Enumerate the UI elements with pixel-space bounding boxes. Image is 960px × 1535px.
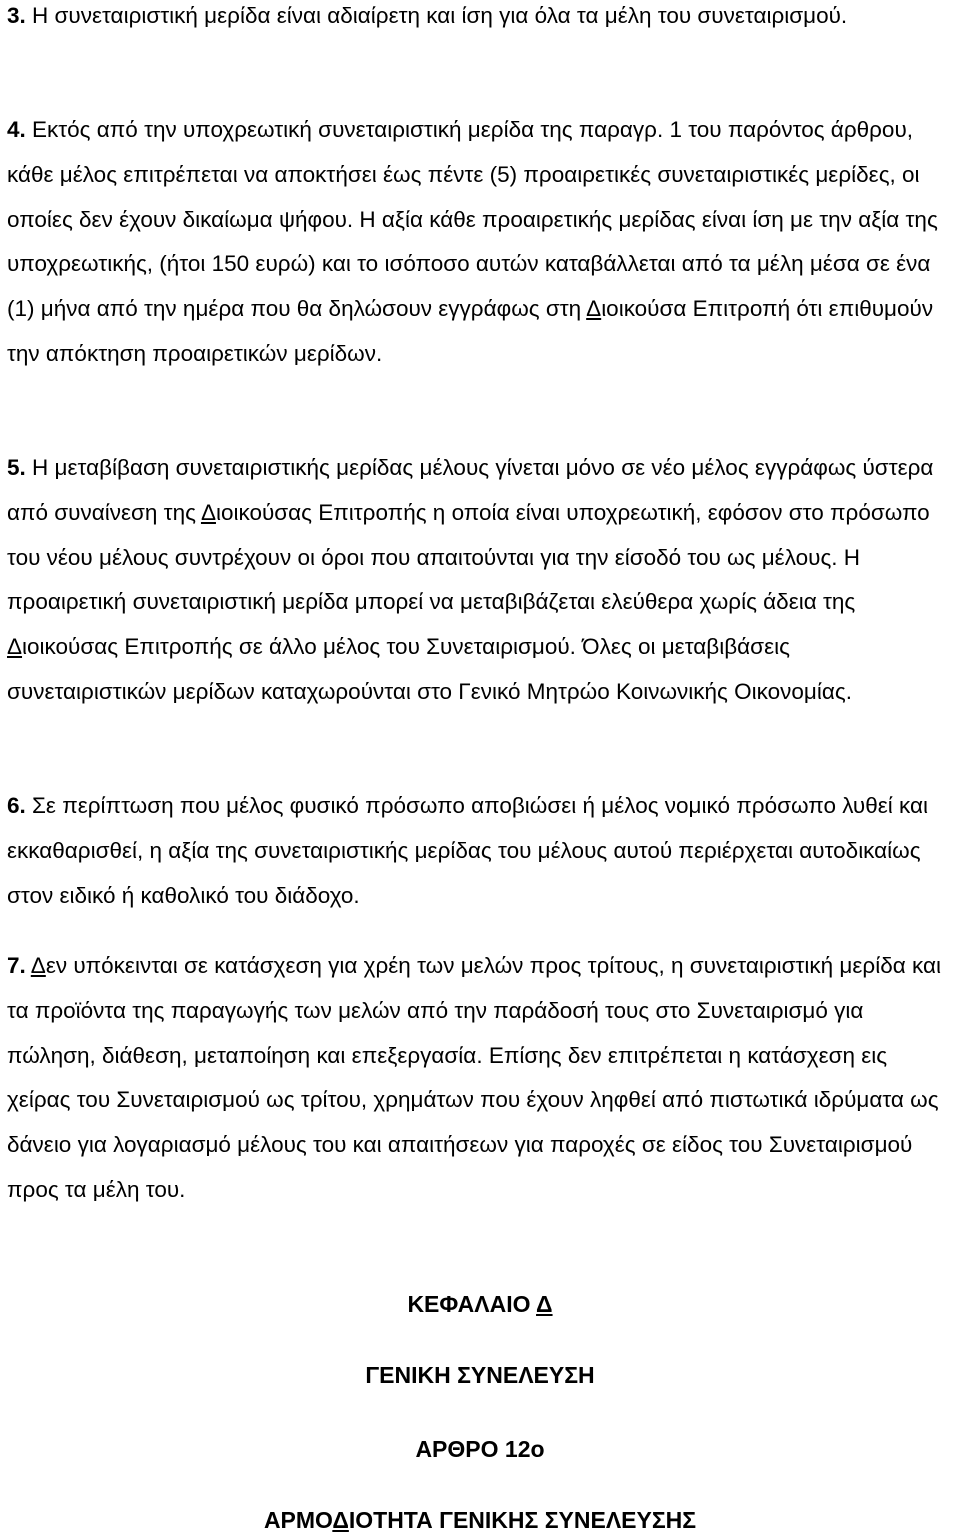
underlined-letter: Δ xyxy=(200,499,216,525)
paragraph-text: ιοικούσας Επιτροπής σε άλλο μέλος του Συνεταιρισμού. Όλες οι μεταβιβάσεις συνεταιριστικών μερίδων καταχωρούνται στο Γενικό Μητρώο Κοινωνικής Οικονομίας. xyxy=(7,634,852,704)
paragraph-text: ιοικούσας Επιτροπής η οποία είναι υποχρεωτική, εφόσον στο πρόσωπο του νέου μέλους συντρέχουν οι όροι που απαιτούνται για την είσοδό του ως μέλους. Η προαιρετική συνεταιριστική μερίδα μπορεί να μεταβιβάζεται ελεύθερα χωρίς άδεια της xyxy=(7,499,930,615)
paragraph-5 xyxy=(7,446,955,715)
article-title xyxy=(0,1505,960,1535)
paragraph-text: εν υπόκεινται σε κατάσχεση για χρέη των μελών προς τρίτους, η συνεταιριστική μερίδα και τα προϊόντα της παραγωγής των μελών από την παράδοσή τους στο Συνεταιρισμό για πώληση, διάθεση, μεταποίηση και επεξεργασία. Επίσης δεν επιτρέπεται η κατάσχεση εις χείρας του Συνεταιρισμού ως τρίτου, χρημάτων που έχουν ληφθεί από πιστωτικά ιδρύματα ως δάνειο για λογαριασμό μέλους του και απαιτήσεων για παροχές σε είδος του Συνεταιρισμού προς τα μέλη του. xyxy=(7,953,941,1202)
paragraph-6 xyxy=(7,784,955,918)
article-title-letter: Δ xyxy=(332,1507,349,1533)
paragraph-text: Εκτός από την υποχρεωτική συνεταιριστική μερίδα της παραγρ. 1 του παρόντος άρθρου, κάθε μέλος επιτρέπεται να αποκτήσει έως πέντε (5) προαιρετικές συνεταιριστικές μερίδες, οι οποίες δεν έχουν δικαίωμα ψήφου. Η αξία κάθε προαιρετικής μερίδας είναι ίση με την αξία της υποχρεωτικής, (ήτοι 150 ευρώ) και το ισόποσο αυτών καταβάλλεται από τα μέλη μέσα σε ένα (1) μήνα από την ημέρα που θα δηλώσουν εγγράφως στη xyxy=(7,117,938,322)
underlined-letter: Δ xyxy=(7,634,23,660)
paragraph-4 xyxy=(7,108,955,377)
chapter-heading-text: ΚΕΦΑΛΑΙΟ xyxy=(407,1291,537,1317)
paragraph-number: 6. xyxy=(7,793,26,818)
paragraph-number: 5. xyxy=(7,455,26,480)
paragraph-number: 3. xyxy=(7,3,26,28)
chapter-heading-letter: Δ xyxy=(536,1291,553,1317)
paragraph-number: 7. xyxy=(7,953,26,978)
underlined-letter: Δ xyxy=(30,953,46,978)
underlined-letter: Δ xyxy=(586,296,602,322)
article-heading: ΑΡΘΡΟ 12ο xyxy=(415,1436,545,1462)
paragraph-text: Η μεταβίβαση συνεταιριστικής μερίδας μέλους γίνεται μόνο σε νέο μέλος εγγράφως ύστερα από συναίνεση της xyxy=(7,455,934,525)
paragraph-number: 4. xyxy=(7,117,26,142)
paragraph-text-end: ιοικούσα Επιτροπή ότι επιθυμούν την απόκτηση προαιρετικών μερίδων. xyxy=(7,296,934,366)
paragraph-text: Σε περίπτωση που μέλος φυσικό πρόσωπο αποβιώσει ή μέλος νομικό πρόσωπο λυθεί και εκκαθαρισθεί, η αξία της συνεταιριστικής μερίδας του μέλους αυτού περιέρχεται αυτοδικαίως στον ειδικό ή καθολικό του διάδοχο. xyxy=(7,793,928,908)
paragraph-3 xyxy=(7,0,955,39)
chapter-heading xyxy=(0,1289,960,1319)
paragraph-7 xyxy=(7,944,955,1213)
article-title-text: ΑΡΜΟ xyxy=(263,1507,333,1533)
section-heading: ΓΕΝΙΚΗ ΣΥΝΕΛΕΥΣΗ xyxy=(365,1362,595,1388)
paragraph-text: Η συνεταιριστική μερίδα είναι αδιαίρετη και ίση για όλα τα μέλη του συνεταιρισμού. xyxy=(25,3,848,28)
article-title-text-end: ΙΟΤΗΤΑ ΓΕΝΙΚΗΣ ΣΥΝΕΛΕΥΣΗΣ xyxy=(348,1507,697,1533)
